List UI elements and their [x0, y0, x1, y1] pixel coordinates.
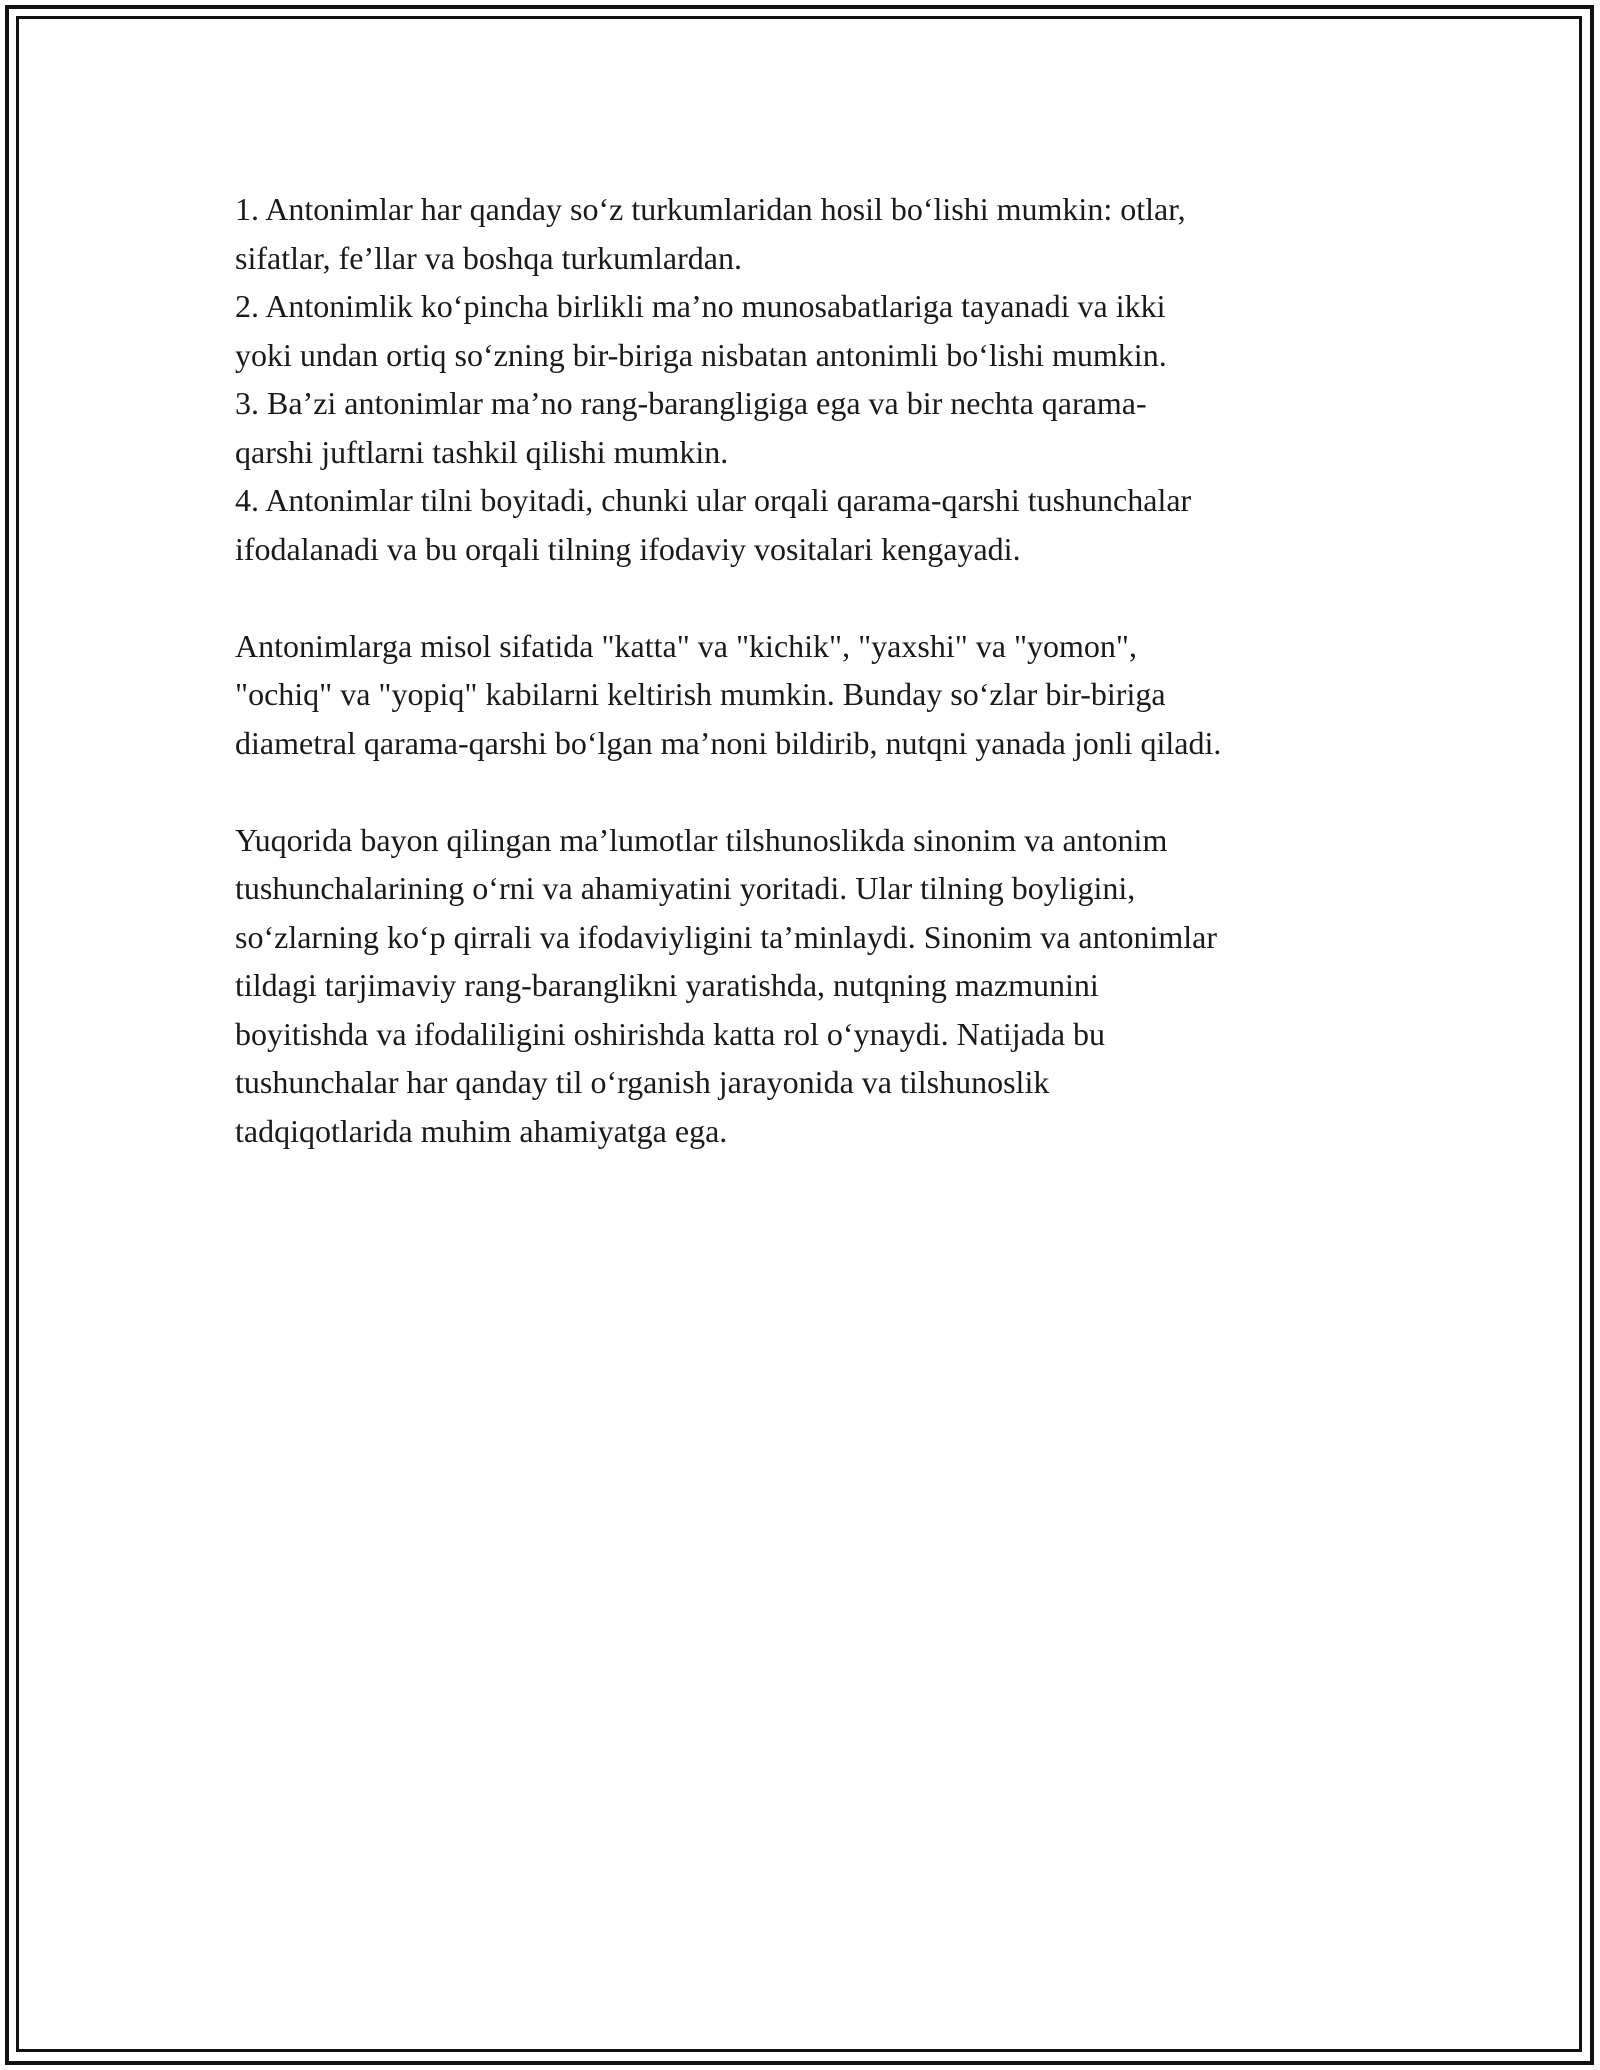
text-line: tushunchalarining o‘rni va ahamiyatini yoritadi. Ular tilning boyligini,	[235, 870, 1136, 906]
text-line: 1. Antonimlar har qanday so‘z turkumlaridan hosil bo‘lishi mumkin: otlar,	[235, 191, 1186, 227]
text-line: yoki undan ortiq so‘zning bir-biriga nisbatan antonimli bo‘lishi mumkin.	[235, 336, 1167, 373]
paragraph-spacer	[235, 573, 1415, 622]
text-line: "ochiq" va "yopiq" kabilarni keltirish mumkin. Bunday so‘zlar bir-biriga	[235, 676, 1166, 712]
text-line: qarshi juftlarni tashkil qilishi mumkin.	[235, 433, 729, 470]
conclusion-paragraph	[235, 816, 1415, 1156]
text-line: diametral qarama-qarshi bo‘lgan ma’noni bildirib, nutqni yanada jonli qiladi.	[235, 724, 1222, 761]
text-line: so‘zlarning ko‘p qirrali va ifodaviyligini ta’minlaydi. Sinonim va antonimlar	[235, 918, 1218, 955]
document-body	[235, 185, 1415, 1155]
text-line: 4. Antonimlar tilni boyitadi, chunki ular orqali qarama-qarshi tushunchalar	[235, 482, 1192, 518]
text-line: ifodalanadi va bu orqali tilning ifodaviy vositalari kengayadi.	[235, 530, 1021, 567]
text-line: tushunchalar har qanday til o‘rganish jarayonida va tilshunoslik	[235, 1064, 1050, 1100]
text-line: tadqiqotlarida muhim ahamiyatga ega.	[235, 1112, 728, 1149]
text-line: sifatlar, fe’llar va boshqa turkumlardan.	[235, 239, 742, 276]
text-line: 3. Ba’zi antonimlar ma’no rang-barangligiga ega va bir nechta qarama-	[235, 385, 1147, 421]
paragraph-spacer	[235, 767, 1415, 816]
text-line: boyitishda va ifodaliligini oshirishda katta rol o‘ynaydi. Natijada bu	[235, 1015, 1106, 1052]
numbered-list	[235, 185, 1415, 573]
list-item	[235, 379, 1415, 476]
list-item	[235, 476, 1415, 573]
text-line: Yuqorida bayon qilingan ma’lumotlar tilshunoslikda sinonim va antonim	[235, 821, 1168, 858]
list-item	[235, 185, 1415, 282]
list-item	[235, 282, 1415, 379]
text-line: 2. Antonimlik ko‘pincha birlikli ma’no munosabatlariga tayanadi va ikki	[235, 288, 1166, 324]
text-line: Antonimlarga misol sifatida "katta" va "kichik", "yaxshi" va "yomon",	[235, 627, 1137, 664]
text-line: tildagi tarjimaviy rang-baranglikni yaratishda, nutqning mazmunini	[235, 967, 1099, 1003]
examples-paragraph	[235, 622, 1415, 768]
